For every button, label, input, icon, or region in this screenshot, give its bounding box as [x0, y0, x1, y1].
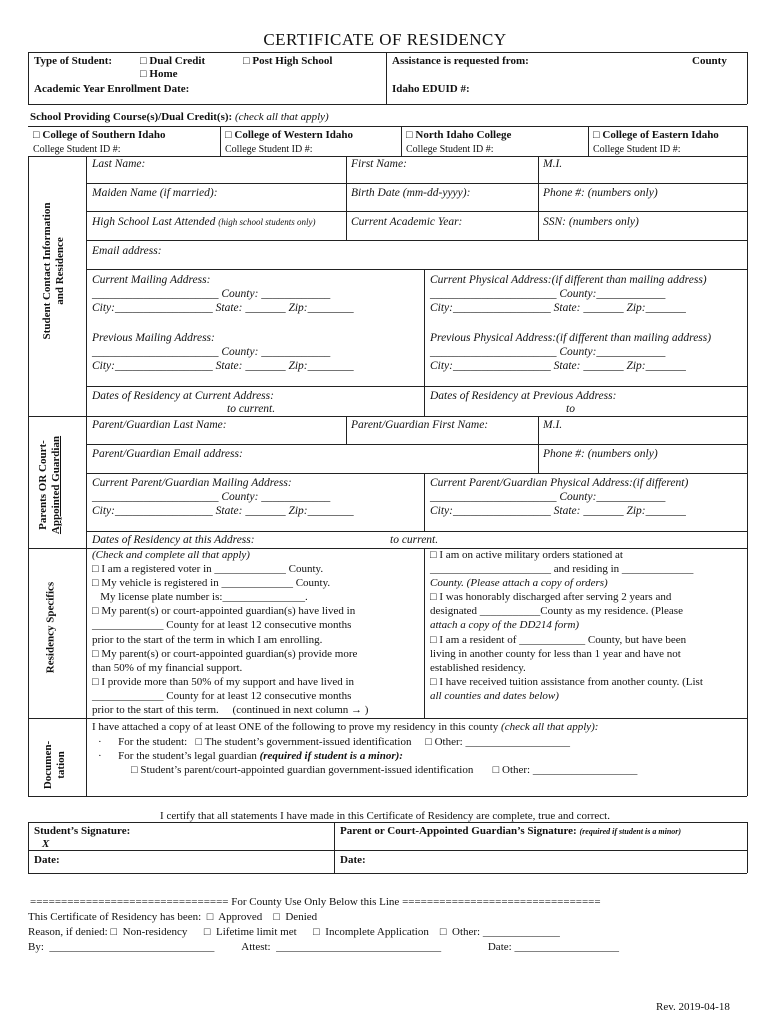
- rule: [28, 850, 747, 851]
- first-name-field[interactable]: First Name:: [351, 158, 407, 170]
- parent-first-name-field[interactable]: Parent/Guardian First Name:: [351, 419, 489, 431]
- county-use-divider: ================================ For County Use Only Below this Line ================================: [30, 896, 601, 908]
- rule: [28, 718, 747, 719]
- rule: [386, 52, 387, 104]
- to-label: to: [566, 403, 575, 415]
- college-nic-checkbox[interactable]: □ North Idaho College: [406, 129, 512, 141]
- voter-checkbox[interactable]: □ I am a registered voter in _____________ County.: [92, 563, 324, 576]
- student-id-checkbox[interactable]: · For the student: □ The student’s government-issued identification □ Other: ___________________: [98, 736, 570, 748]
- rule: [86, 473, 747, 474]
- rule: [28, 822, 29, 873]
- parent-physical-label: Current Parent/Guardian Physical Address:(if different): [430, 477, 689, 489]
- rule: [86, 156, 87, 796]
- residency-right-item: ______________________ and residing in _____________: [430, 563, 694, 576]
- residency-right-item: living in another county for less than 1 year and have not: [430, 647, 681, 660]
- parent-last-name-field[interactable]: Parent/Guardian Last Name:: [92, 419, 227, 431]
- parent-physical-county-field[interactable]: ______________________ County:____________: [430, 491, 666, 503]
- vehicle-checkbox[interactable]: □ My vehicle is registered in _____________ County.: [92, 577, 331, 590]
- parent-mailing-city-field[interactable]: City:_________________ State: _______ Zip:________: [92, 505, 354, 517]
- residency-left-list: [92, 548, 368, 717]
- parent-physical-city-field[interactable]: City:_________________ State: _______ Zip:_______: [430, 505, 686, 517]
- to-current-label: to current.: [227, 403, 276, 415]
- parent-mailing-label: Current Parent/Guardian Mailing Address:: [92, 477, 292, 489]
- rule: [747, 52, 748, 104]
- dates-previous-field[interactable]: Dates of Residency at Previous Address:: [430, 390, 617, 402]
- signature-x: X: [42, 838, 50, 850]
- rule: [334, 822, 335, 873]
- rule: [538, 156, 539, 240]
- maiden-name-field[interactable]: Maiden Name (if married):: [92, 187, 218, 199]
- parent-to-current-label: to current.: [390, 534, 439, 546]
- residency-left-item: prior to the start of this term. (continued in next column → ): [92, 704, 369, 717]
- rule: [28, 156, 747, 157]
- guardian-line: · For the student’s legal guardian (required if student is a minor):: [98, 750, 403, 762]
- academic-year-student-field[interactable]: Current Academic Year:: [351, 216, 463, 228]
- rule: [346, 416, 347, 444]
- current-physical-city-field[interactable]: City:_________________ State: _______ Zip:_______: [430, 302, 686, 314]
- rule: [86, 386, 747, 387]
- rule: [538, 416, 539, 473]
- residency-right-item: designated ___________County as my residence. (Please: [430, 605, 683, 618]
- rule: [220, 126, 221, 156]
- ssn-field[interactable]: SSN: (numbers only): [543, 216, 639, 228]
- rule: [401, 126, 402, 156]
- parent-mailing-county-field[interactable]: ______________________ County: ____________: [92, 491, 331, 503]
- residency-left-item: than 50% of my financial support.: [92, 661, 243, 674]
- tuition-assistance-checkbox[interactable]: □ I have received tuition assistance from another county. (List: [430, 675, 703, 688]
- rule: [424, 269, 425, 416]
- residency-right-list: [430, 548, 703, 703]
- phone-field[interactable]: Phone #: (numbers only): [543, 187, 658, 199]
- current-physical-label: Current Physical Address:(if different than mailing address): [430, 274, 707, 286]
- current-mailing-county-field[interactable]: ______________________ County: ____________: [92, 288, 331, 300]
- county-label: County: [692, 55, 727, 67]
- previous-physical-city-field[interactable]: City:_________________ State: _______ Zip:_______: [430, 360, 686, 372]
- rule: [28, 873, 747, 874]
- dates-current-field[interactable]: Dates of Residency at Current Address:: [92, 390, 274, 402]
- previous-mailing-county-field[interactable]: ______________________ County: ____________: [92, 346, 331, 358]
- providers-heading: School Providing Course(s)/Dual Credit(s): (check all that apply): [30, 111, 329, 123]
- college-cwi-id-field[interactable]: College Student ID #:: [225, 144, 313, 155]
- military-checkbox[interactable]: □ I am on active military orders stationed at: [430, 549, 623, 561]
- parent-dates-field[interactable]: Dates of Residency at this Address:: [92, 534, 255, 546]
- rule: [28, 796, 747, 797]
- college-cei-id-field[interactable]: College Student ID #:: [593, 144, 681, 155]
- documentation-intro: I have attached a copy of at least ONE of the following to prove my residency in this county (check all that apply):: [92, 721, 599, 733]
- residency-right-item: established residency.: [430, 661, 526, 674]
- home-checkbox[interactable]: □ Home: [140, 68, 178, 80]
- residency-left-item: (Check and complete all that apply): [92, 549, 250, 561]
- parent-signature-field[interactable]: Parent or Court-Appointed Guardian’s Signature: (required if student is a minor): [340, 825, 682, 837]
- college-cwi-checkbox[interactable]: □ College of Western Idaho: [225, 129, 354, 141]
- approval-checkboxes[interactable]: This Certificate of Residency has been: □ Approved □ Denied: [28, 911, 318, 923]
- documentation-side-label: Documen- tation: [42, 740, 67, 790]
- rule: [346, 156, 347, 240]
- eduid-field[interactable]: Idaho EDUID #:: [392, 83, 470, 95]
- college-csi-checkbox[interactable]: □ College of Southern Idaho: [33, 129, 166, 141]
- assistance-field[interactable]: Assistance is requested from:: [392, 55, 529, 67]
- self-support-checkbox[interactable]: □ I provide more than 50% of my support and have lived in: [92, 675, 355, 688]
- residency-left-item: _____________ County for at least 12 consecutive months: [92, 689, 352, 702]
- revision-label: Rev. 2019-04-18: [656, 1001, 730, 1013]
- type-of-student-label: Type of Student:: [34, 55, 113, 67]
- residency-left-item: prior to the start of the term in which I am enrolling.: [92, 633, 323, 646]
- rule: [424, 473, 425, 531]
- current-mailing-city-field[interactable]: City:_________________ State: _______ Zip:________: [92, 302, 354, 314]
- denial-reason-checkboxes[interactable]: Reason, if denied: □ Non-residency □ Lifetime limit met □ Incomplete Application □ Other: ______________: [28, 926, 560, 938]
- previous-physical-county-field[interactable]: ______________________ County:____________: [430, 346, 666, 358]
- page-title: CERTIFICATE OF RESIDENCY: [263, 30, 507, 49]
- residency-right-item: all counties and dates below): [430, 689, 559, 702]
- email-field[interactable]: Email address:: [92, 245, 162, 257]
- guardian-id-checkbox[interactable]: □ Student’s parent/court-appointed guardian government-issued identification □ Other: ___________________: [131, 764, 638, 776]
- student-signature-field[interactable]: Student’s Signature:: [34, 825, 131, 837]
- residency-right-item: County. (Please attach a copy of orders): [430, 577, 608, 590]
- rule: [588, 126, 589, 156]
- high-school-field[interactable]: High School Last Attended (high school students only): [92, 216, 316, 228]
- rule: [28, 416, 747, 417]
- by-attest-date-fields[interactable]: By: ______________________________ Attest: ______________________________ Date: ___________________: [28, 941, 619, 953]
- parent-side-label: Parents OR Court- Appointed Guardian: [37, 435, 62, 535]
- rule: [28, 52, 29, 104]
- previous-mailing-label: Previous Mailing Address:: [92, 332, 215, 344]
- parents-lived-checkbox[interactable]: □ My parent(s) or court-appointed guardian(s) have lived in: [92, 605, 356, 618]
- license-plate-field[interactable]: My license plate number is:_______________.: [92, 591, 308, 604]
- rule: [747, 126, 748, 796]
- resident-checkbox[interactable]: □ I am a resident of ____________ County, but have been: [430, 633, 687, 646]
- student-date-field[interactable]: Date:: [34, 854, 60, 866]
- rule: [28, 822, 747, 823]
- rule: [747, 822, 748, 873]
- parent-email-field[interactable]: Parent/Guardian Email address:: [92, 448, 243, 460]
- discharged-checkbox[interactable]: □ I was honorably discharged after serving 2 years and: [430, 591, 672, 604]
- rule: [28, 126, 747, 127]
- college-csi-id-field[interactable]: College Student ID #:: [33, 144, 121, 155]
- last-name-field[interactable]: Last Name:: [92, 158, 146, 170]
- rule: [86, 531, 747, 532]
- previous-physical-label: Previous Physical Address:(if different than mailing address): [430, 332, 712, 344]
- birth-date-field[interactable]: Birth Date (mm-dd-yyyy):: [351, 187, 471, 199]
- mi-field[interactable]: M.I.: [543, 158, 563, 170]
- rule: [86, 183, 747, 184]
- current-physical-county-field[interactable]: ______________________ County:____________: [430, 288, 666, 300]
- post-high-school-checkbox[interactable]: □ Post High School: [243, 55, 333, 67]
- residency-side-label: Residency Specifics: [44, 581, 57, 674]
- academic-year-field[interactable]: Academic Year Enrollment Date:: [34, 83, 190, 95]
- rule: [28, 104, 747, 105]
- college-cei-checkbox[interactable]: □ College of Eastern Idaho: [593, 129, 719, 141]
- current-mailing-label: Current Mailing Address:: [92, 274, 211, 286]
- parent-mi-field[interactable]: M.I.: [543, 419, 563, 431]
- rule: [86, 269, 747, 270]
- residency-right-item: attach a copy of the DD214 form): [430, 619, 580, 632]
- residency-left-item: _____________ County for at least 12 consecutive months: [92, 619, 352, 632]
- student-side-label: Student Contact Information and Residence: [41, 202, 66, 340]
- rule: [424, 548, 425, 718]
- parent-phone-field[interactable]: Phone #: (numbers only): [543, 448, 658, 460]
- rule: [28, 156, 29, 796]
- dual-credit-checkbox[interactable]: □ Dual Credit: [140, 55, 206, 67]
- college-nic-id-field[interactable]: College Student ID #:: [406, 144, 494, 155]
- rule: [86, 240, 747, 241]
- certify-statement: I certify that all statements I have made in this Certificate of Residency are complete, true and correct.: [160, 810, 610, 822]
- rule: [86, 211, 747, 212]
- rule: [86, 444, 747, 445]
- rule: [28, 52, 747, 53]
- parents-support-checkbox[interactable]: □ My parent(s) or court-appointed guardian(s) provide more: [92, 647, 358, 660]
- parent-date-field[interactable]: Date:: [340, 854, 366, 866]
- previous-mailing-city-field[interactable]: City:_________________ State: _______ Zip:________: [92, 360, 354, 372]
